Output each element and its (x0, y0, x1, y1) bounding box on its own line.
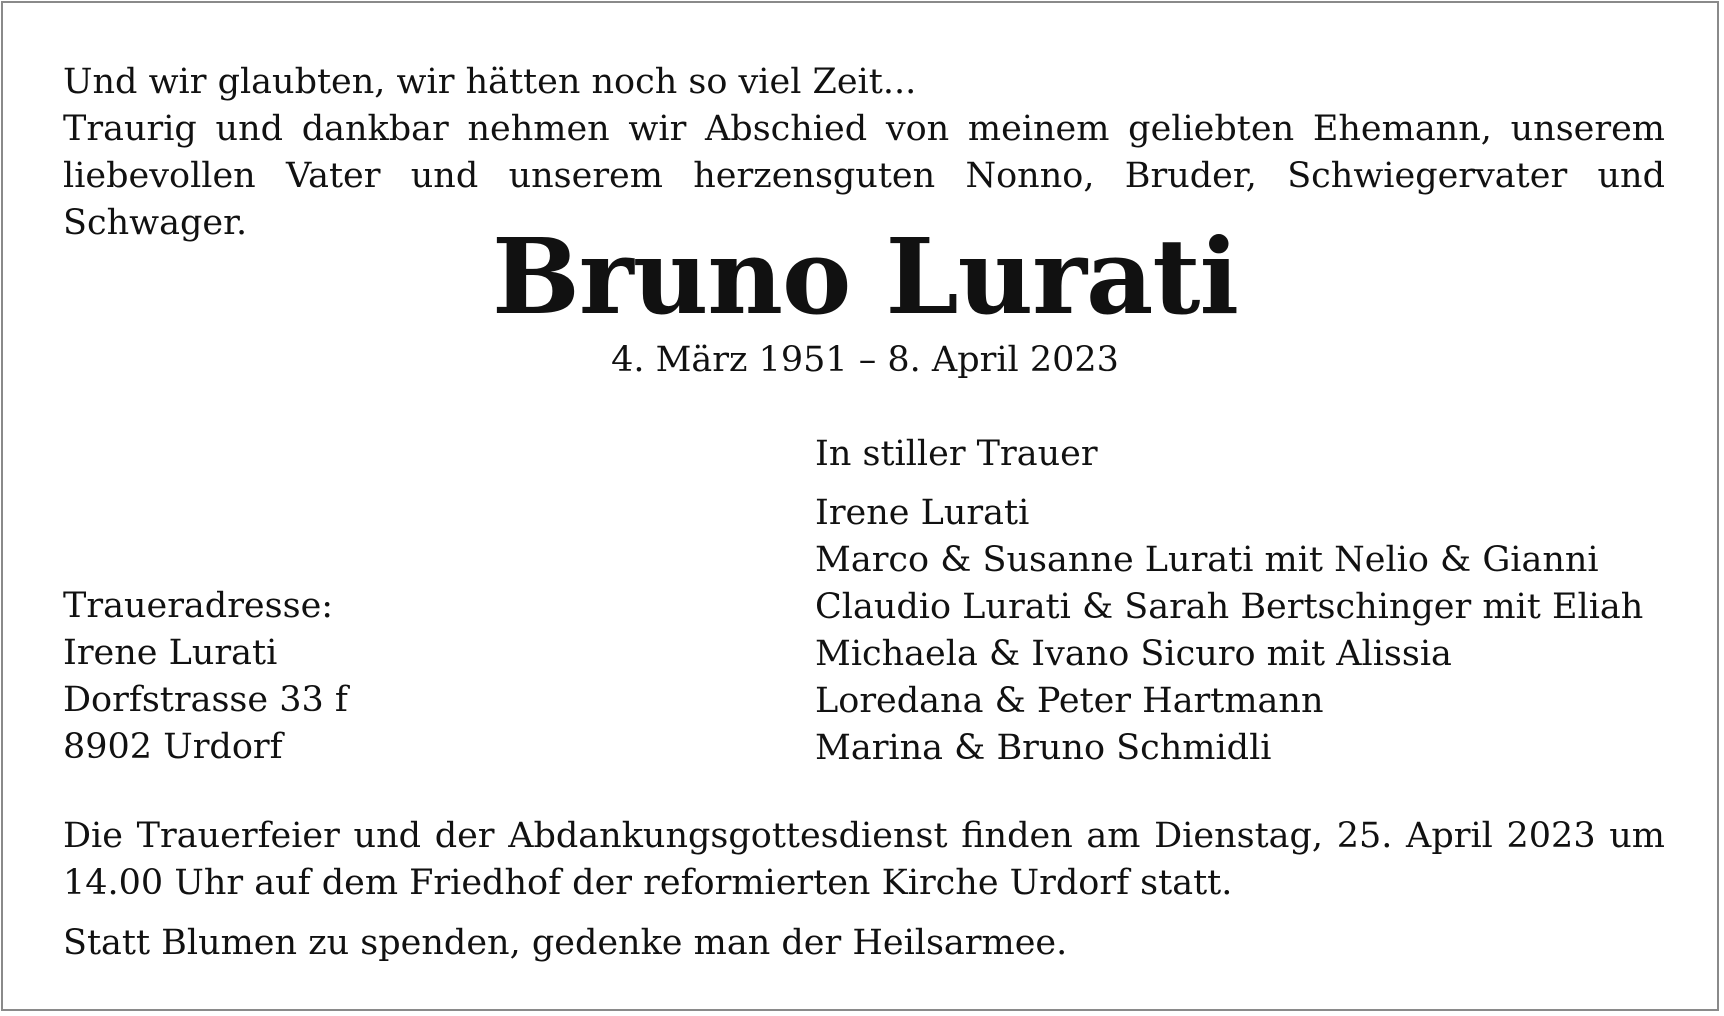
address-label: Traueradresse: (63, 586, 334, 626)
intro-line-farewell: Traurig und dankbar nehmen wir Abschied von meinem geliebten Ehemann, unserem liebevollen Vater und unserem herzensguten Nonno, Bruder, Schwiegervater und Schwager. (63, 109, 1665, 243)
deceased-name: Bruno Lurati (492, 215, 1238, 338)
mourner-name: Loredana & Peter Hartmann (815, 681, 1324, 721)
mourners-list (815, 431, 1643, 772)
mourning-address (63, 583, 348, 771)
mourner-name: Irene Lurati (815, 493, 1030, 533)
intro-line-quote: Und wir glaubten, wir hätten noch so viel Zeit... (63, 62, 917, 102)
deceased-dates: 4. März 1951 – 8. April 2023 (611, 340, 1119, 380)
address-city: 8902 Urdorf (63, 727, 283, 767)
donation-note: Statt Blumen zu spenden, gedenke man der Heilsarmee. (63, 923, 1068, 963)
ceremony-info: Die Trauerfeier und der Abdankungsgottesdienst finden am Dienstag, 25. April 2023 um 14.00 Uhr auf dem Friedhof der reformierten Kirche Urdorf statt. (63, 816, 1665, 903)
mourner-name: Marina & Bruno Schmidli (815, 728, 1272, 768)
address-name: Irene Lurati (63, 633, 278, 673)
obituary-card (1, 1, 1719, 1011)
address-street: Dorfstrasse 33 f (63, 680, 348, 720)
mourners-heading: In stiller Trauer (815, 434, 1098, 474)
mourner-name: Michaela & Ivano Sicuro mit Alissia (815, 634, 1452, 674)
mourner-name: Marco & Susanne Lurati mit Nelio & Gianni (815, 540, 1599, 580)
mourner-name: Claudio Lurati & Sarah Bertschinger mit Eliah (815, 587, 1644, 627)
